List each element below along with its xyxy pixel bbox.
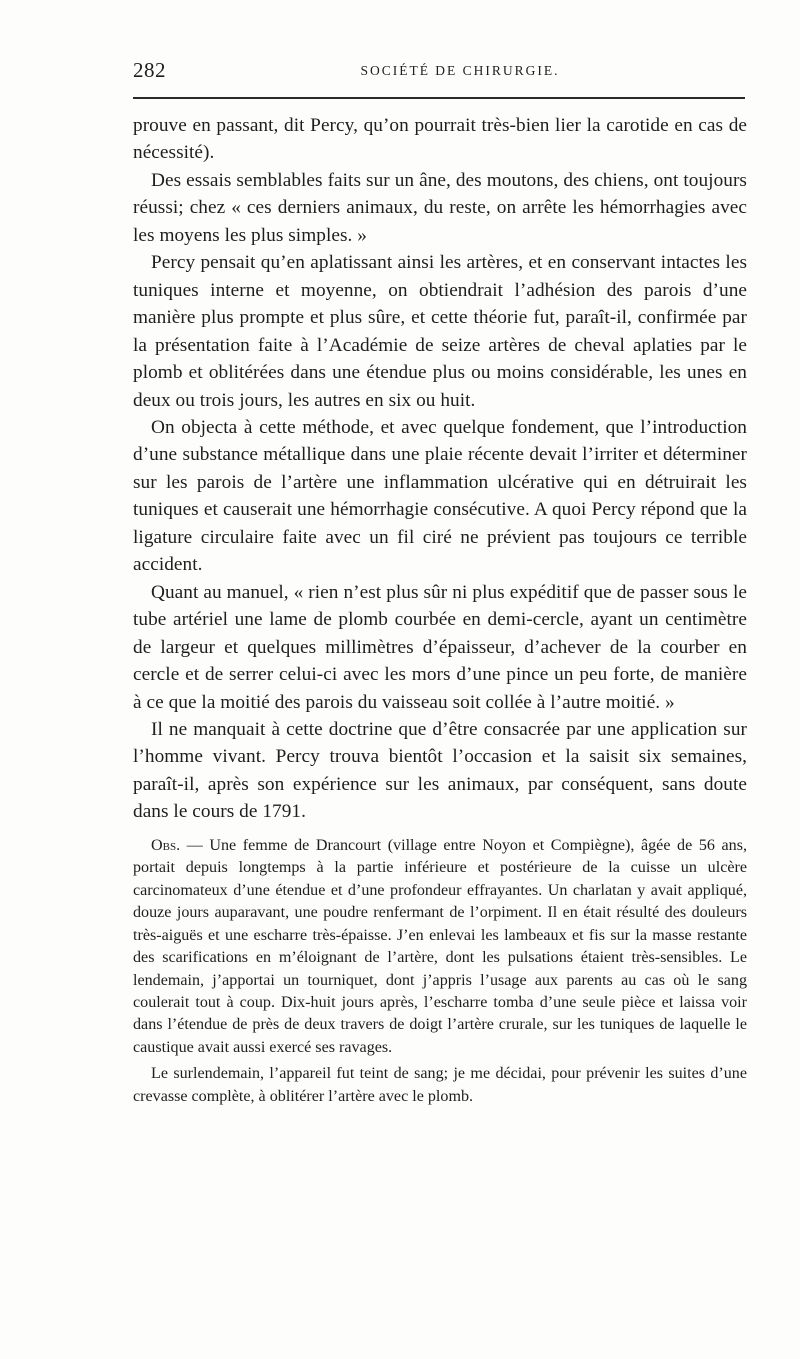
running-head <box>133 58 747 86</box>
text-block <box>133 112 747 1108</box>
paragraph: prouve en passant, dit Percy, qu’on pourrait très-bien lier la carotide en cas de nécessité). <box>133 115 747 164</box>
observation-paragraph <box>133 835 747 1060</box>
running-title: SOCIÉTÉ DE CHIRURGIE. <box>360 63 560 78</box>
observation-block <box>133 835 747 1108</box>
observation-text: — Une femme de Drancourt (village entre Noyon et Compiègne), âgée de 56 ans, portait depuis longtemps à la partie inférieure et postérieure de la cuisse un ulcère carcinomateux d’une étendue et d’une profondeur effrayantes. Un charlatan y avait appliqué, douze jours auparavant, une poudre renfermant de l’orpiment. Il en était résulté des douleurs très-aiguës et une escharre très-épaisse. J’en enlevai les lambeaux et fis sur la masse restante des scarifications en m’éloignant de l’artère, dont les pulsations étaient très-sensibles. Le lendemain, j’apportai un tourniquet, dont j’appris l’usage aux parents au cas où le sang coulerait tout à coup. Dix-huit jours après, l’escharre tomba d’une seule pièce et laissa voir dans l’étendue de près de deux travers de doigt l’artère crurale, sur les tuniques de laquelle le caustique avait aussi exercé ses ravages. <box>133 836 747 1056</box>
page-number: 282 <box>133 58 166 82</box>
paragraph: Percy pensait qu’en aplatissant ainsi les artères, et en conservant intactes les tuniques interne et moyenne, on obtiendrait l’adhésion des parois d’une manière plus prompte et plus sûre, et cette théorie fut, paraît-il, confirmée par la présentation faite à l’Académie de seize artères de cheval aplaties par le plomb et oblitérées dans une étendue plus ou moins considérable, les unes en deux ou trois jours, les autres en six ou huit. <box>133 252 747 411</box>
header-rule <box>133 97 745 99</box>
main-text <box>133 112 747 826</box>
observation-label: Obs. <box>151 836 181 854</box>
paragraph: Il ne manquait à cette doctrine que d’être consacrée par une application sur l’homme vivant. Percy trouva bientôt l’occasion et la saisit six semaines, paraît-il, après son expérience sur les animaux, par conséquent, sans doute dans le cours de 1791. <box>133 718 747 823</box>
paragraph: Quant au manuel, « rien n’est plus sûr ni plus expéditif que de passer sous le tube artériel une lame de plomb courbée en demi-cercle, ayant un centimètre de largeur et quelques millimètres d’épaisseur, d’achever de la courber en cercle et de serrer celui-ci avec les mors d’une pince un peu forte, de manière à ce que la moitié des parois du vaisseau soit collée à l’autre moitié. » <box>133 581 747 713</box>
observation-paragraph: Le surlendemain, l’appareil fut teint de sang; je me décidai, pour prévenir les suites d’une crevasse complète, à oblitérer l’artère avec le plomb. <box>133 1065 747 1105</box>
paragraph: Des essais semblables faits sur un âne, des moutons, des chiens, ont toujours réussi; chez « ces derniers animaux, du reste, on arrête les hémorrhagies avec les moyens les plus simples. » <box>133 169 747 246</box>
paragraph: On objecta à cette méthode, et avec quelque fondement, que l’introduction d’une substance métallique dans une plaie récente devait l’irriter et déterminer sur les parois de l’artère une inflammation ulcérative qui en détruirait les tuniques et causerait une hémorrhagie consécutive. A quoi Percy répond que la ligature circulaire faite avec un fil ciré ne prévient pas toujours ce terrible accident. <box>133 416 747 576</box>
